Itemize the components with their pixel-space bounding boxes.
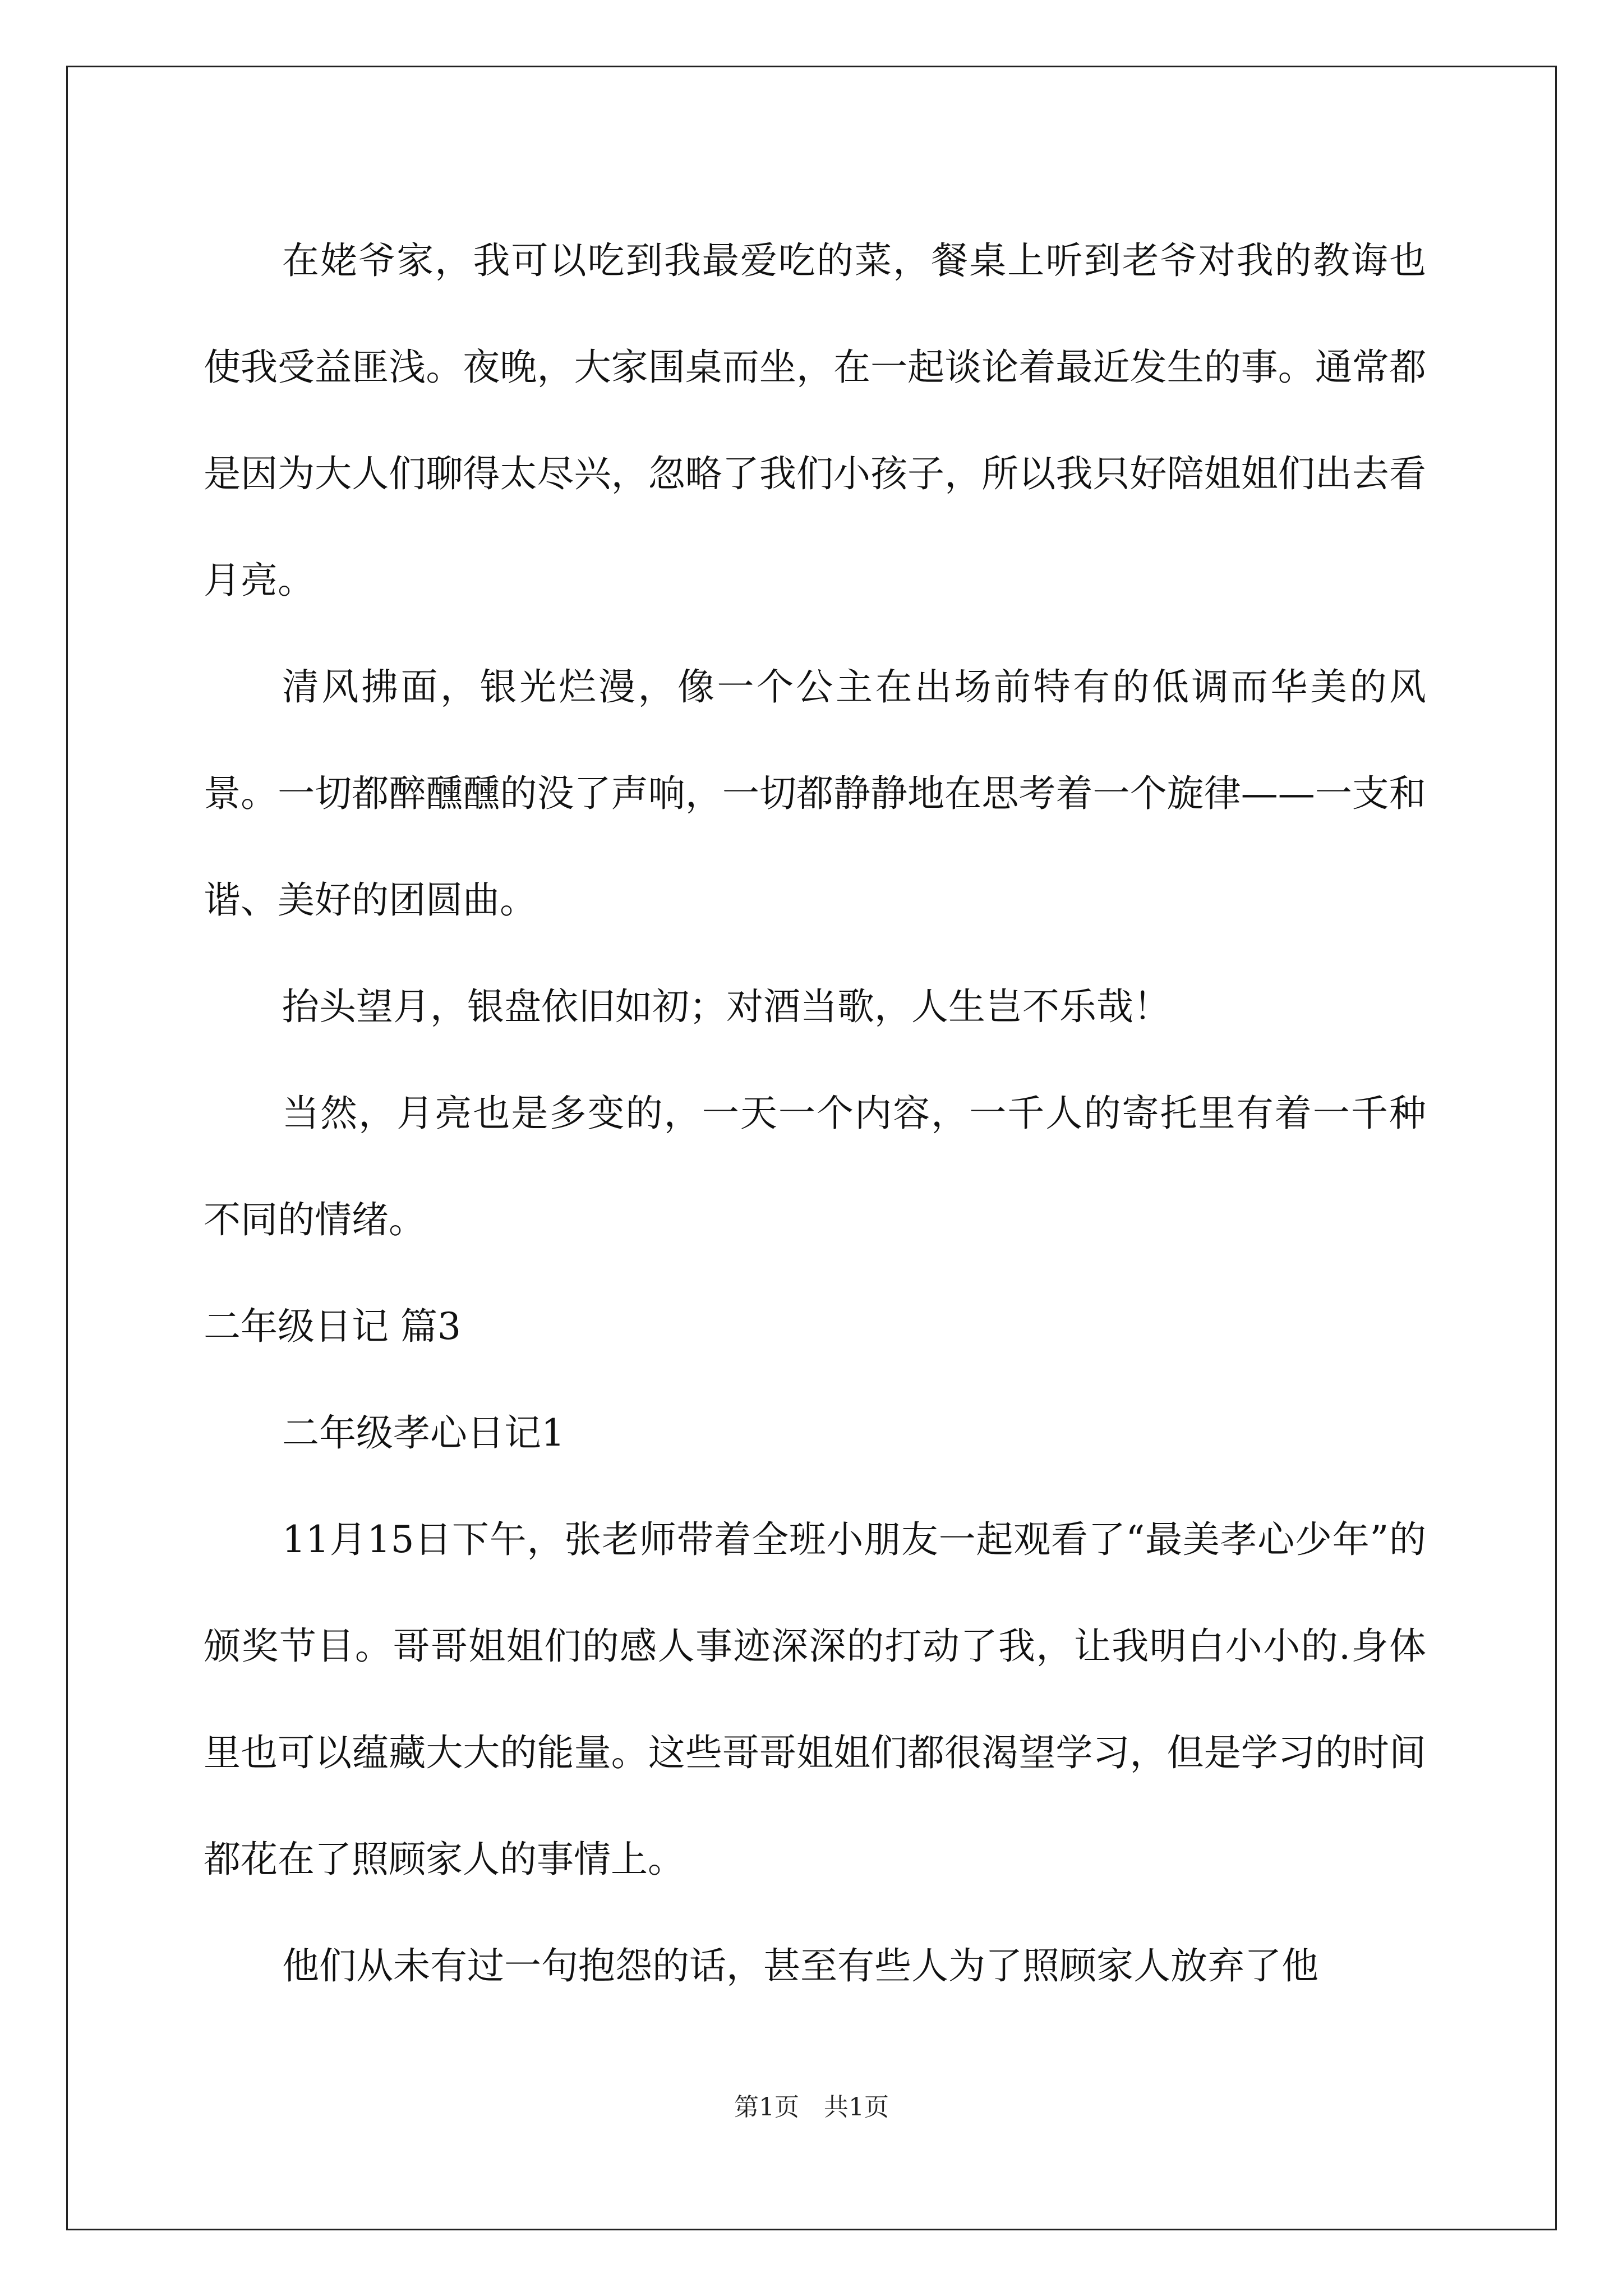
sub-heading: 二年级孝心日记1: [282, 1411, 565, 1455]
section-heading: 二年级日记 篇3: [204, 1305, 461, 1348]
paragraph-4: 当然，月亮也是多变的，一天一个内容，一千人的寄托里有着一千种不同的情绪。: [204, 1092, 1426, 1241]
paragraph-5: 11月15日下午，张老师带着全班小朋友一起观看了“最美孝心少年”的颁奖节目。哥哥姐姐们的感人事迹深深的打动了我，让我明白小小的.身体里也可以蕴藏大大的能量。这些哥哥姐姐们都很渴望学习，但是学习的时间都花在了照顾家人的事情上。: [204, 1518, 1426, 1881]
page-footer: 第1页 共1页: [734, 2093, 889, 2122]
paragraph-6: 他们从未有过一句抱怨的话，甚至有些人为了照顾家人放弃了他: [282, 1944, 1318, 1987]
paragraph-2: 清风拂面，银光烂漫，像一个公主在出场前特有的低调而华美的风景。一切都醉醺醺的没了声响，一切都静静地在思考着一个旋律——一支和谐、美好的团圆曲。: [204, 665, 1426, 922]
document-body: [204, 208, 1426, 2019]
paragraph-1: 在姥爷家，我可以吃到我最爱吃的菜，餐桌上听到老爷对我的教诲也使我受益匪浅。夜晚，大家围桌而坐，在一起谈论着最近发生的事。通常都是因为大人们聊得太尽兴，忽略了我们小孩子，所以我只好陪姐姐们出去看月亮。: [204, 239, 1426, 602]
paragraph-3: 抬头望月，银盘依旧如初；对酒当歌，人生岂不乐哉！: [282, 985, 1170, 1028]
